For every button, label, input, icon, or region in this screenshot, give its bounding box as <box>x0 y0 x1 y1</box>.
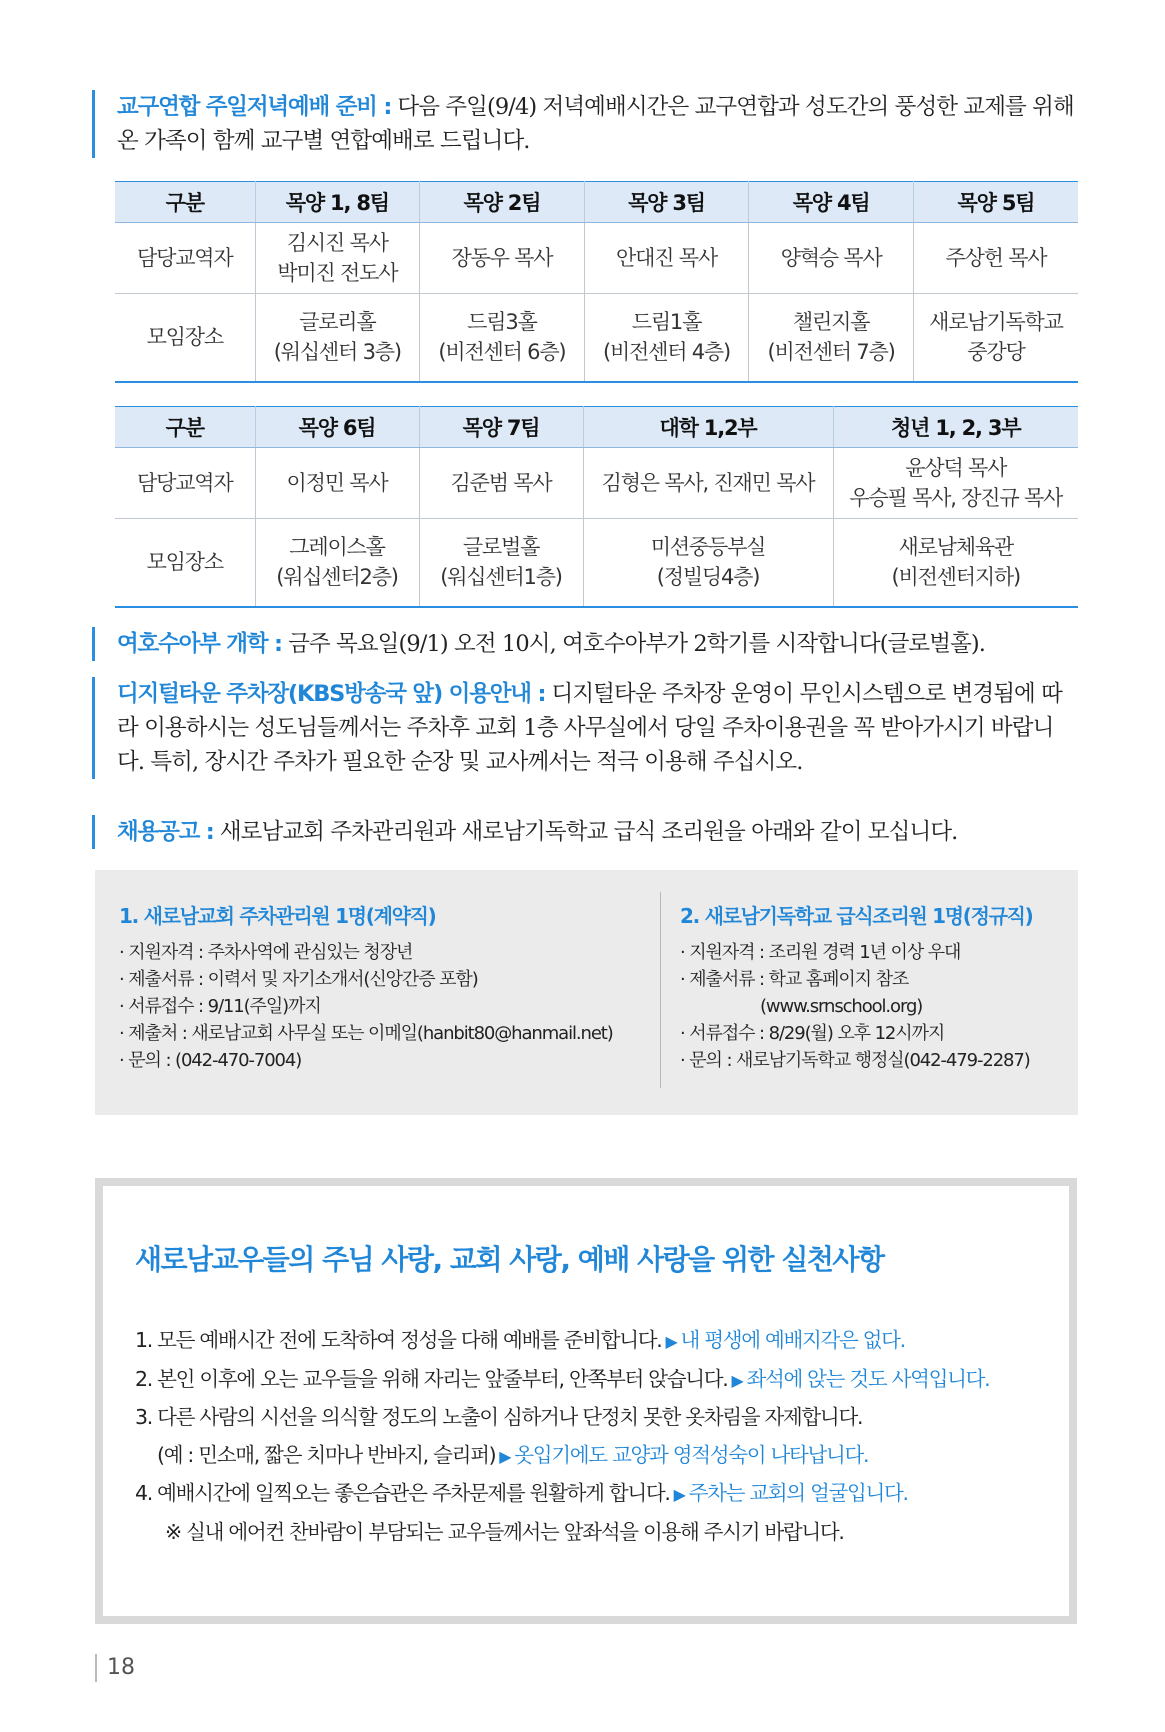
practice-text: 3. 다른 사람의 시선을 의식할 정도의 노출이 심하거나 단정치 못한 옷차림을 자제합니다. <box>135 1405 863 1429</box>
notice-text: 금주 목요일(9/1) 오전 10시, 여호수아부가 2학기를 시작합니다(글로벌홀). <box>281 631 986 657</box>
table-header-cell: 목양 2팀 <box>420 182 585 223</box>
cell-line: (비전센터 7층) <box>767 340 895 365</box>
cell-line: 윤상덕 목사 <box>905 456 1007 480</box>
practice-line <box>135 1322 989 1361</box>
recruit-item: (www.srnschool.org) <box>760 996 923 1017</box>
practice-note: 주차는 교회의 얼굴입니다. <box>688 1481 908 1505</box>
cell-line: (비전센터 4층) <box>602 340 731 365</box>
arrow-right-icon: ▶ <box>673 1485 685 1504</box>
table-cell: 이정민 목사 <box>255 448 419 519</box>
recruit-item: · 지원자격 : 조리원 경력 1년 이상 우대 <box>680 942 961 963</box>
page-number: 18 <box>95 1654 135 1682</box>
recruit-item: · 제출서류 : 이력서 및 자기소개서(신앙간증 포함) <box>119 969 478 990</box>
practice-line <box>135 1437 989 1476</box>
recruit-item: · 문의 : (042-470-7004) <box>119 1050 302 1071</box>
row-label: 모임장소 <box>115 519 255 607</box>
table-row-pastor <box>115 223 1078 294</box>
cell-line: 미션중등부실 <box>650 535 766 560</box>
cell-line: 박미진 전도사 <box>277 261 398 285</box>
schedule-table-2 <box>115 406 1078 608</box>
table-cell: 김준범 목사 <box>419 448 583 519</box>
table-header-cell: 목양 1, 8팀 <box>255 182 420 223</box>
table-header-cell: 목양 3팀 <box>584 182 749 223</box>
cell-line: 그레이스홀 <box>289 535 385 560</box>
recruit-item: · 지원자격 : 주차사역에 관심있는 청장년 <box>119 942 413 963</box>
practice-text: 2. 본인 이후에 오는 교우들을 위해 자리는 앞줄부터, 안쪽부터 앉습니다. <box>135 1366 728 1391</box>
table-cell <box>583 519 833 607</box>
cell-line: (워십센터2층) <box>276 565 398 590</box>
practice-note: 좌석에 앉는 것도 사역입니다. <box>746 1366 990 1391</box>
notice-parking <box>92 677 1080 779</box>
table-cell <box>419 519 583 607</box>
recruit-item: · 제출서류 : 학교 홈페이지 참조 <box>680 969 909 990</box>
recruit-item: · 서류접수 : 9/11(주일)까지 <box>119 996 321 1017</box>
cell-line: 챌린지홀 <box>792 310 870 335</box>
recruit-parking-attendant <box>119 900 649 1074</box>
notice-joint-worship <box>92 90 1080 158</box>
recruit-item: · 문의 : 새로남기독학교 행정실(042-479-2287) <box>680 1050 1030 1071</box>
table-cell <box>833 519 1078 607</box>
cell-line: 김시진 목사 <box>286 231 388 255</box>
cell-line: 중강당 <box>967 340 1025 365</box>
notice-key: 디지털타운 주차장(KBS방송국 앞) 이용안내 : <box>117 681 546 707</box>
cell-line: 우승필 목사, 장진규 목사 <box>849 486 1063 510</box>
row-label: 담당교역자 <box>115 223 255 294</box>
notice-key: 채용공고 : <box>117 819 214 845</box>
table-row-place <box>115 294 1078 382</box>
arrow-right-icon: ▶ <box>665 1332 677 1351</box>
table-header-row <box>115 407 1078 448</box>
notice-key: 여호수아부 개학 : <box>117 631 282 657</box>
recruit-cook <box>680 900 1070 1074</box>
row-label: 담당교역자 <box>115 448 255 519</box>
table-cell <box>420 294 585 382</box>
cell-line: 드림1홀 <box>631 310 702 335</box>
cell-line: (워십센터1층) <box>440 565 562 590</box>
table-cell <box>584 294 749 382</box>
notice-text: 디지털타운 주차장 운영이 무인시스템으로 변경됨에 따라 이용하시는 성도님들께서는 주차후 교회 1층 사무실에서 당일 주차이용권을 꼭 받아가시기 바랍니다. 특히, 장시간 주차가 필요한 순장 및 교사께서는 적극 이용해 주십시오. <box>117 681 1062 775</box>
practice-text: 1. 모든 예배시간 전에 도착하여 정성을 다해 예배를 준비합니다. <box>135 1328 662 1352</box>
notice-infant-department <box>92 627 1080 661</box>
table-header-row <box>115 182 1078 223</box>
practice-guidelines-box <box>95 1178 1077 1624</box>
notice-text: 새로남교회 주차관리원과 새로남기독학교 급식 조리원을 아래와 같이 모십니다. <box>213 819 958 845</box>
practice-text: ※ 실내 에어컨 찬바람이 부담되는 교우들께서는 앞좌석을 이용해 주시기 바랍니다. <box>165 1519 844 1544</box>
practice-text: (예 : 민소매, 짧은 치마나 반바지, 슬리퍼) <box>157 1442 496 1467</box>
table-header-cell: 청년 1, 2, 3부 <box>833 407 1078 448</box>
table-header-cell: 대학 1,2부 <box>583 407 833 448</box>
table-cell <box>255 294 420 382</box>
arrow-right-icon: ▶ <box>731 1370 743 1390</box>
row-label: 모임장소 <box>115 294 255 382</box>
cell-line: (워십센터 3층) <box>273 340 401 365</box>
practice-line <box>135 1514 989 1552</box>
notice-key: 교구연합 주일저녁예배 준비 : <box>117 94 392 120</box>
table-cell <box>255 223 420 294</box>
table-cell: 김형은 목사, 진재민 목사 <box>583 448 833 519</box>
practice-text: 4. 예배시간에 일찍오는 좋은습관은 주차문제를 원활하게 합니다. <box>135 1481 670 1505</box>
recruit-title: 2. 새로남기독학교 급식조리원 1명(정규직) <box>680 904 1033 928</box>
cell-line: 글로리홀 <box>299 310 376 335</box>
practice-note: 내 평생에 예배지각은 없다. <box>680 1328 905 1352</box>
notice-text: 다음 주일(9/4) 저녁예배시간은 교구연합과 성도간의 풍성한 교제를 위해 온 가족이 함께 교구별 연합예배로 드립니다. <box>117 94 1074 154</box>
table-header-cell: 구분 <box>115 407 255 448</box>
table-header-cell: 목양 5팀 <box>913 182 1078 223</box>
table-header-cell: 목양 7팀 <box>419 407 583 448</box>
table-cell: 안대진 목사 <box>584 223 749 294</box>
recruitment-box <box>95 870 1078 1115</box>
cell-line: 드림3홀 <box>467 310 537 335</box>
table-row-pastor <box>115 448 1078 519</box>
practice-note: 옷입기에도 교양과 영적성숙이 나타납니다. <box>514 1442 869 1467</box>
recruit-title: 1. 새로남교회 주차관리원 1명(계약직) <box>119 904 436 928</box>
cell-line: (정빌딩4층) <box>656 565 760 590</box>
table-header-cell: 목양 4팀 <box>749 182 914 223</box>
cell-line: (비전센터 6층) <box>438 340 566 365</box>
cell-line: 글로벌홀 <box>462 535 540 560</box>
notice-hiring <box>92 815 1080 849</box>
cell-line: (비전센터지하) <box>891 565 1020 590</box>
recruit-item: · 서류접수 : 8/29(월) 오후 12시까지 <box>680 1023 945 1044</box>
column-divider <box>660 892 661 1088</box>
table-cell <box>913 294 1078 382</box>
table-cell: 주상헌 목사 <box>913 223 1078 294</box>
table-cell <box>833 448 1078 519</box>
practice-list <box>135 1322 989 1551</box>
cell-line: 새로남기독학교 <box>929 310 1063 335</box>
table-header-cell: 목양 6팀 <box>255 407 419 448</box>
table-cell <box>749 294 914 382</box>
arrow-right-icon: ▶ <box>499 1446 511 1466</box>
table-row-place <box>115 519 1078 607</box>
table-header-cell: 구분 <box>115 182 255 223</box>
table-cell <box>255 519 419 607</box>
recruit-item: · 제출처 : 새로남교회 사무실 또는 이메일(hanbit80@hanmail.net) <box>119 1023 613 1044</box>
practice-line <box>135 1475 989 1514</box>
practice-title: 새로남교우들의 주님 사랑, 교회 사랑, 예배 사랑을 위한 실천사항 <box>135 1243 884 1276</box>
cell-line: 새로남체육관 <box>898 535 1013 560</box>
practice-line <box>135 1399 989 1437</box>
practice-line <box>135 1361 989 1400</box>
schedule-table-1 <box>115 181 1078 383</box>
table-cell: 양혁승 목사 <box>749 223 914 294</box>
table-cell: 장동우 목사 <box>420 223 585 294</box>
